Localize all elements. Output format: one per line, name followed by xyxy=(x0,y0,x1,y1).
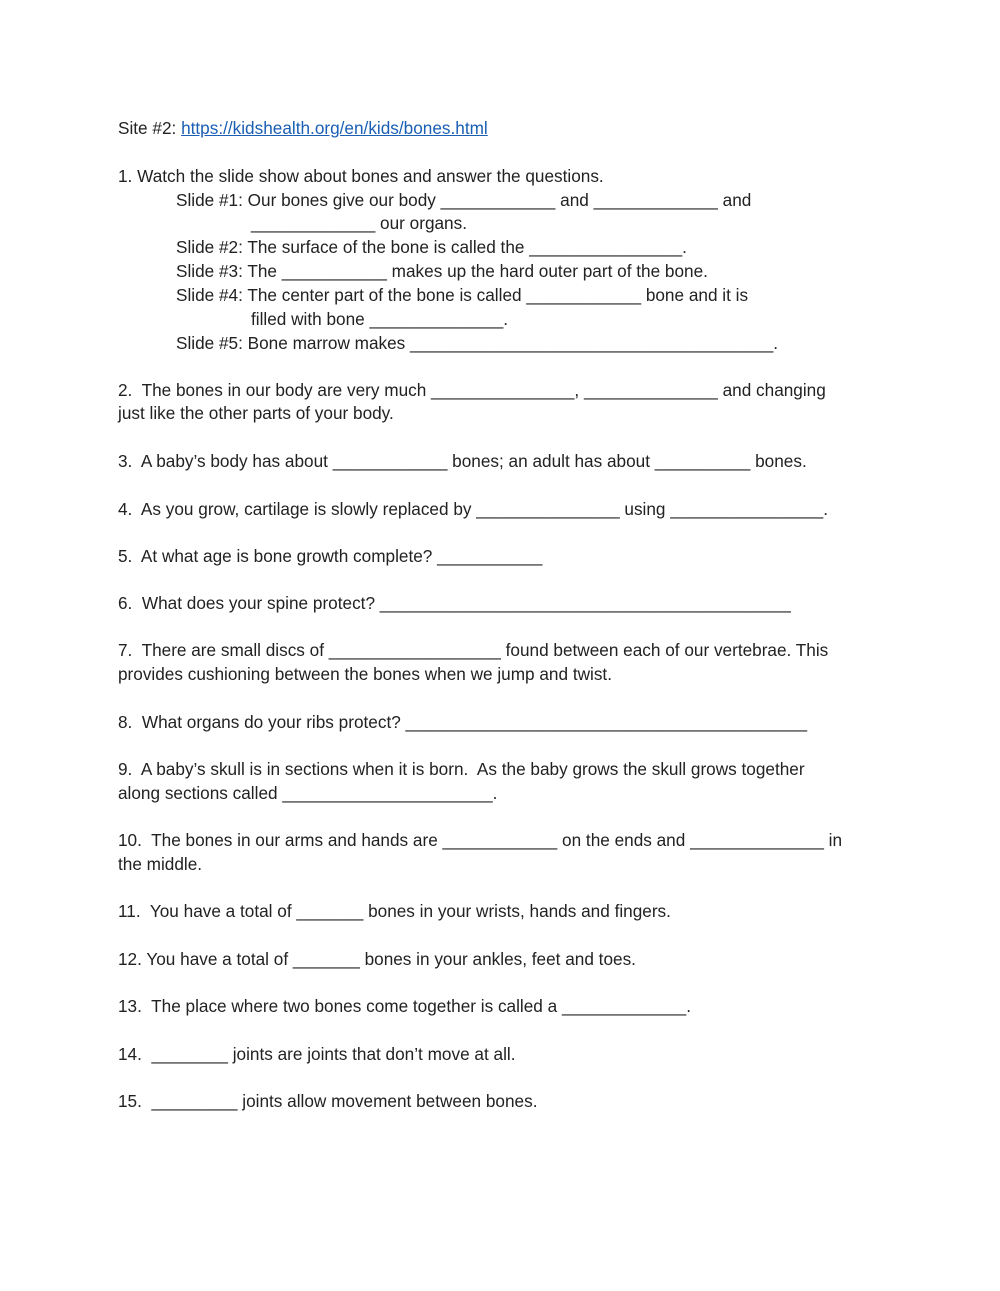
question-13: 13. The place where two bones come together is called a _____________. xyxy=(118,996,691,1016)
slide-2-line: Slide #2: The surface of the bone is called the ________________. xyxy=(176,237,687,257)
slide-1-line-1: Slide #1: Our bones give our body ____________ and _____________ and xyxy=(176,190,752,210)
question-12: 12. You have a total of _______ bones in your ankles, feet and toes. xyxy=(118,949,636,969)
question-15: 15. _________ joints allow movement between bones. xyxy=(118,1091,538,1111)
question-10-line-2: the middle. xyxy=(118,854,203,874)
question-4: 4. As you grow, cartilage is slowly replaced by _______________ using ________________. xyxy=(118,499,828,519)
question-5: 5. At what age is bone growth complete? ___________ xyxy=(118,546,543,566)
question-9-line-2: along sections called ______________________. xyxy=(118,783,498,803)
question-14: 14. ________ joints are joints that don’t move at all. xyxy=(118,1044,516,1064)
question-7-line-1: 7. There are small discs of __________________ found between each of our vertebrae. This xyxy=(118,640,829,660)
question-11: 11. You have a total of _______ bones in your wrists, hands and fingers. xyxy=(118,901,671,921)
question-9-line-1: 9. A baby’s skull is in sections when it is born. As the baby grows the skull grows together xyxy=(118,759,805,779)
question-2-line-2: just like the other parts of your body. xyxy=(118,403,394,423)
question-10-line-1: 10. The bones in our arms and hands are ____________ on the ends and ______________ in xyxy=(118,830,843,850)
question-8: 8. What organs do your ribs protect? __________________________________________ xyxy=(118,712,808,732)
site-label: Site #2: xyxy=(118,118,182,138)
slide-1-line-2: _____________ our organs. xyxy=(251,213,467,233)
slide-5-line: Slide #5: Bone marrow makes ______________________________________. xyxy=(176,333,779,353)
question-7-line-2: provides cushioning between the bones when we jump and twist. xyxy=(118,664,612,684)
site-line xyxy=(118,118,488,138)
question-2-line-1: 2. The bones in our body are very much _______________, ______________ and changing xyxy=(118,380,826,400)
question-3: 3. A baby’s body has about ____________ bones; an adult has about __________ bones. xyxy=(118,451,807,471)
site-link[interactable]: https://kidshealth.org/en/kids/bones.html xyxy=(181,118,488,138)
question-1-intro: 1. Watch the slide show about bones and answer the questions. xyxy=(118,166,604,186)
slide-4-line-1: Slide #4: The center part of the bone is called ____________ bone and it is xyxy=(176,285,749,305)
question-6: 6. What does your spine protect? ___________________________________________ xyxy=(118,593,791,613)
slide-3-line: Slide #3: The ___________ makes up the hard outer part of the bone. xyxy=(176,261,708,281)
slide-4-line-2: filled with bone ______________. xyxy=(251,309,509,329)
